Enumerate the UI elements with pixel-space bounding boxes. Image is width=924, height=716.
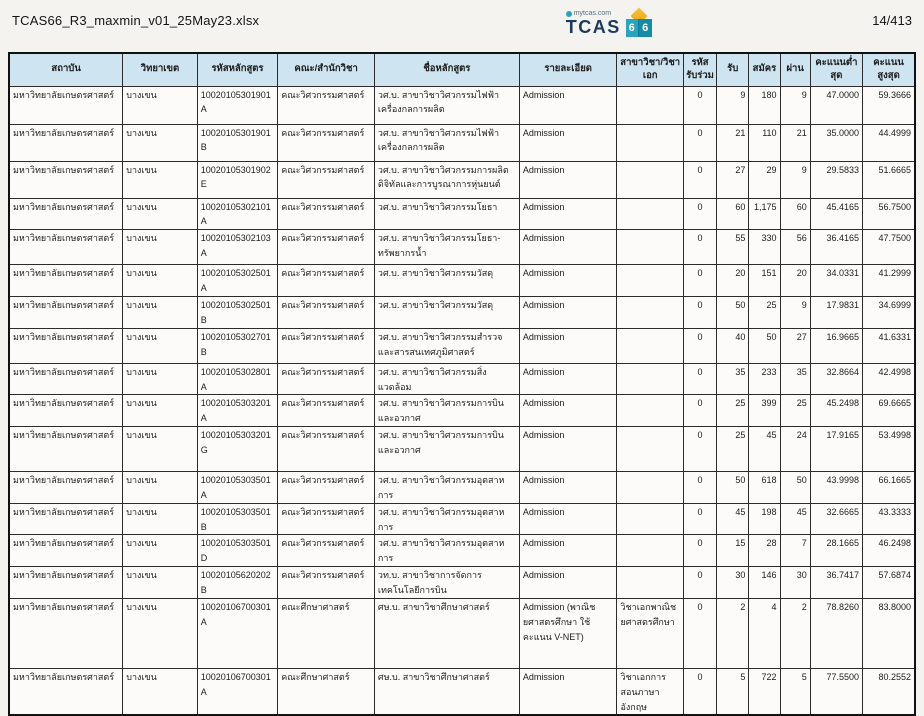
cell-faculty: คณะวิศวกรรมศาสตร์ [278, 230, 375, 265]
cell-quota: 60 [717, 198, 749, 230]
cell-major [617, 328, 683, 363]
cell-faculty: คณะวิศวกรรมศาสตร์ [278, 265, 375, 297]
table-header-row [9, 53, 915, 86]
cell-program-name: วศ.บ. สาขาวิชาวิศวกรรมการบินและอวกาศ [374, 395, 519, 427]
cell-program-code: 10020105303201A [197, 395, 278, 427]
cell-campus: บางเขน [123, 598, 197, 668]
column-header-major: สาขาวิชา/วิชาเอก [617, 53, 683, 86]
cell-applied: 151 [749, 265, 780, 297]
cell-campus: บางเขน [123, 86, 197, 124]
cell-institution: มหาวิทยาลัยเกษตรศาสตร์ [9, 427, 123, 472]
cell-faculty: คณะวิศวกรรมศาสตร์ [278, 328, 375, 363]
cell-applied: 198 [749, 503, 780, 535]
cell-passed: 60 [780, 198, 810, 230]
cell-max-score: 34.6999 [863, 297, 915, 329]
cell-joint-code: 0 [683, 297, 716, 329]
cell-joint-code: 0 [683, 328, 716, 363]
cell-max-score: 59.3666 [863, 86, 915, 124]
cell-faculty: คณะวิศวกรรมศาสตร์ [278, 427, 375, 472]
table-row [9, 427, 915, 472]
column-header-joint-code: รหัสรับร่วม [683, 53, 716, 86]
cell-program-name: วศ.บ. สาขาวิชาวิศวกรรมการผลิตดิจิทัลและการบูรณาการหุ่นยนต์ [374, 161, 519, 198]
cell-quota: 55 [717, 230, 749, 265]
cell-major [617, 265, 683, 297]
cell-min-score: 17.9831 [810, 297, 862, 329]
cell-details: Admission [519, 265, 617, 297]
cell-campus: บางเขน [123, 363, 197, 395]
cell-program-code: 10020105303501A [197, 472, 278, 504]
cell-quota: 40 [717, 328, 749, 363]
file-title: TCAS66_R3_maxmin_v01_25May23.xlsx [12, 13, 260, 28]
cell-program-code: 10020105302101A [197, 198, 278, 230]
table-row [9, 472, 915, 504]
cell-major [617, 198, 683, 230]
cell-quota: 5 [717, 668, 749, 715]
cell-joint-code: 0 [683, 598, 716, 668]
tcas-brand-text: TCAS [565, 17, 621, 37]
table-row [9, 567, 915, 599]
table-row [9, 395, 915, 427]
cell-faculty: คณะวิศวกรรมศาสตร์ [278, 124, 375, 161]
cell-program-name: วศ.บ. สาขาวิชาวิศวกรรมโยธา [374, 198, 519, 230]
cell-program-name: วศ.บ. สาขาวิชาวิศวกรรมวัสดุ [374, 265, 519, 297]
cell-program-name: ศษ.บ. สาขาวิชาศึกษาศาสตร์ [374, 668, 519, 715]
cell-quota: 50 [717, 472, 749, 504]
column-header-program-name: ชื่อหลักสูตร [374, 53, 519, 86]
cell-institution: มหาวิทยาลัยเกษตรศาสตร์ [9, 668, 123, 715]
cell-program-code: 10020105302501A [197, 265, 278, 297]
cell-applied: 110 [749, 124, 780, 161]
cell-program-code: 10020106700301A [197, 598, 278, 668]
top-bar [0, 0, 924, 52]
cell-joint-code: 0 [683, 161, 716, 198]
cell-passed: 50 [780, 472, 810, 504]
table-row [9, 161, 915, 198]
cell-details: Admission [519, 86, 617, 124]
cell-institution: มหาวิทยาลัยเกษตรศาสตร์ [9, 598, 123, 668]
cell-applied: 330 [749, 230, 780, 265]
cell-campus: บางเขน [123, 328, 197, 363]
column-header-min-score: คะแนนต่ำสุด [810, 53, 862, 86]
cell-min-score: 45.2498 [810, 395, 862, 427]
cell-details: Admission [519, 124, 617, 161]
cell-max-score: 51.6665 [863, 161, 915, 198]
cell-passed: 35 [780, 363, 810, 395]
cell-applied: 45 [749, 427, 780, 472]
cell-major: วิชาเอกการสอนภาษาอังกฤษ [617, 668, 683, 715]
cell-joint-code: 0 [683, 535, 716, 567]
cell-applied: 1,175 [749, 198, 780, 230]
cell-program-name: วท.บ. สาขาวิชาการจัดการเทคโนโลยีการบิน [374, 567, 519, 599]
cell-program-name: วศ.บ. สาขาวิชาวิศวกรรมอุตสาหการ [374, 535, 519, 567]
cell-details: Admission [519, 427, 617, 472]
cell-program-name: ศษ.บ. สาขาวิชาศึกษาศาสตร์ [374, 598, 519, 668]
cell-max-score: 66.1665 [863, 472, 915, 504]
cell-joint-code: 0 [683, 86, 716, 124]
cell-quota: 25 [717, 427, 749, 472]
cell-institution: มหาวิทยาลัยเกษตรศาสตร์ [9, 161, 123, 198]
cell-program-name: วศ.บ. สาขาวิชาวิศวกรรมไฟฟ้าเครื่องกลการผลิต [374, 86, 519, 124]
cell-campus: บางเขน [123, 668, 197, 715]
tcas66-cube-icon [624, 10, 656, 42]
cell-applied: 4 [749, 598, 780, 668]
cell-details: Admission [519, 567, 617, 599]
cell-quota: 20 [717, 265, 749, 297]
cell-details: Admission [519, 535, 617, 567]
cell-faculty: คณะวิศวกรรมศาสตร์ [278, 472, 375, 504]
cell-quota: 27 [717, 161, 749, 198]
cell-faculty: คณะศึกษาศาสตร์ [278, 668, 375, 715]
cell-min-score: 29.5833 [810, 161, 862, 198]
cell-campus: บางเขน [123, 427, 197, 472]
cell-passed: 56 [780, 230, 810, 265]
cell-program-code: 10020105302103A [197, 230, 278, 265]
cell-program-code: 10020105303201G [197, 427, 278, 472]
cell-details: Admission [519, 363, 617, 395]
tcas-logo [566, 10, 656, 42]
cell-campus: บางเขน [123, 472, 197, 504]
cell-campus: บางเขน [123, 535, 197, 567]
cell-institution: มหาวิทยาลัยเกษตรศาสตร์ [9, 472, 123, 504]
cell-details: Admission [519, 503, 617, 535]
cell-max-score: 41.6331 [863, 328, 915, 363]
column-header-passed: ผ่าน [780, 53, 810, 86]
cell-joint-code: 0 [683, 363, 716, 395]
cell-min-score: 28.1665 [810, 535, 862, 567]
table-row [9, 297, 915, 329]
mytcas-dot-icon [566, 11, 572, 17]
cell-faculty: คณะวิศวกรรมศาสตร์ [278, 86, 375, 124]
cell-min-score: 17.9165 [810, 427, 862, 472]
column-header-program-code: รหัสหลักสูตร [197, 53, 278, 86]
cell-passed: 45 [780, 503, 810, 535]
cell-details: Admission [519, 668, 617, 715]
cell-passed: 30 [780, 567, 810, 599]
cell-joint-code: 0 [683, 668, 716, 715]
cell-passed: 20 [780, 265, 810, 297]
cell-details: Admission [519, 328, 617, 363]
cell-program-code: 10020105302801A [197, 363, 278, 395]
cell-min-score: 36.4165 [810, 230, 862, 265]
cell-min-score: 77.5500 [810, 668, 862, 715]
cell-passed: 2 [780, 598, 810, 668]
cell-institution: มหาวิทยาลัยเกษตรศาสตร์ [9, 395, 123, 427]
cell-max-score: 47.7500 [863, 230, 915, 265]
cell-applied: 29 [749, 161, 780, 198]
cell-campus: บางเขน [123, 124, 197, 161]
cell-campus: บางเขน [123, 567, 197, 599]
cell-institution: มหาวิทยาลัยเกษตรศาสตร์ [9, 230, 123, 265]
cell-passed: 9 [780, 297, 810, 329]
cell-quota: 9 [717, 86, 749, 124]
column-header-max-score: คะแนนสูงสุด [863, 53, 915, 86]
cell-min-score: 36.7417 [810, 567, 862, 599]
cell-max-score: 53.4998 [863, 427, 915, 472]
cell-quota: 2 [717, 598, 749, 668]
cell-max-score: 83.8000 [863, 598, 915, 668]
cell-major [617, 230, 683, 265]
cell-joint-code: 0 [683, 265, 716, 297]
cell-campus: บางเขน [123, 198, 197, 230]
cell-passed: 7 [780, 535, 810, 567]
page-indicator: 14/413 [872, 13, 912, 28]
table-row [9, 535, 915, 567]
cell-campus: บางเขน [123, 503, 197, 535]
cell-faculty: คณะวิศวกรรมศาสตร์ [278, 503, 375, 535]
table-row [9, 230, 915, 265]
table-row [9, 598, 915, 668]
cell-quota: 15 [717, 535, 749, 567]
cell-applied: 28 [749, 535, 780, 567]
cell-program-name: วศ.บ. สาขาวิชาวิศวกรรมอุตสาหการ [374, 472, 519, 504]
column-header-applied: สมัคร [749, 53, 780, 86]
cell-program-name: วศ.บ. สาขาวิชาวิศวกรรมไฟฟ้าเครื่องกลการผลิต [374, 124, 519, 161]
cell-institution: มหาวิทยาลัยเกษตรศาสตร์ [9, 198, 123, 230]
cell-joint-code: 0 [683, 427, 716, 472]
column-header-quota: รับ [717, 53, 749, 86]
cell-institution: มหาวิทยาลัยเกษตรศาสตร์ [9, 567, 123, 599]
cell-min-score: 34.0331 [810, 265, 862, 297]
cell-joint-code: 0 [683, 395, 716, 427]
mytcas-site-label [566, 10, 611, 17]
table-row [9, 328, 915, 363]
table-row [9, 265, 915, 297]
cell-faculty: คณะวิศวกรรมศาสตร์ [278, 363, 375, 395]
cell-institution: มหาวิทยาลัยเกษตรศาสตร์ [9, 124, 123, 161]
cell-faculty: คณะศึกษาศาสตร์ [278, 598, 375, 668]
cell-details: Admission [519, 472, 617, 504]
column-header-details: รายละเอียด [519, 53, 617, 86]
cell-faculty: คณะวิศวกรรมศาสตร์ [278, 198, 375, 230]
cell-applied: 25 [749, 297, 780, 329]
cell-applied: 722 [749, 668, 780, 715]
cell-details: Admission [519, 297, 617, 329]
cell-details: Admission [519, 198, 617, 230]
cell-quota: 50 [717, 297, 749, 329]
cell-passed: 9 [780, 86, 810, 124]
cell-quota: 35 [717, 363, 749, 395]
cell-program-code: 10020105301901B [197, 124, 278, 161]
cell-applied: 146 [749, 567, 780, 599]
cell-quota: 25 [717, 395, 749, 427]
cell-institution: มหาวิทยาลัยเกษตรศาสตร์ [9, 363, 123, 395]
cell-joint-code: 0 [683, 230, 716, 265]
cell-max-score: 57.6874 [863, 567, 915, 599]
cell-max-score: 43.3333 [863, 503, 915, 535]
cell-program-name: วศ.บ. สาขาวิชาวิศวกรรมโยธา-ทรัพยากรน้ำ [374, 230, 519, 265]
cell-applied: 233 [749, 363, 780, 395]
cell-program-code: 10020106700301A [197, 668, 278, 715]
cell-joint-code: 0 [683, 124, 716, 161]
cell-major [617, 124, 683, 161]
cell-major [617, 567, 683, 599]
cell-passed: 9 [780, 161, 810, 198]
admissions-table [8, 52, 916, 716]
cell-program-code: 10020105303501D [197, 535, 278, 567]
cell-details: Admission [519, 161, 617, 198]
cell-program-name: วศ.บ. สาขาวิชาวิศวกรรมอุตสาหการ [374, 503, 519, 535]
cell-faculty: คณะวิศวกรรมศาสตร์ [278, 161, 375, 198]
cell-quota: 30 [717, 567, 749, 599]
cell-major [617, 535, 683, 567]
cell-min-score: 32.8664 [810, 363, 862, 395]
cell-max-score: 46.2498 [863, 535, 915, 567]
cell-major [617, 395, 683, 427]
cell-applied: 399 [749, 395, 780, 427]
cell-program-code: 10020105303501B [197, 503, 278, 535]
cell-program-code: 10020105302501B [197, 297, 278, 329]
cell-campus: บางเขน [123, 230, 197, 265]
cell-details: Admission [519, 230, 617, 265]
cell-applied: 50 [749, 328, 780, 363]
cell-joint-code: 0 [683, 198, 716, 230]
cell-joint-code: 0 [683, 503, 716, 535]
cell-program-name: วศ.บ. สาขาวิชาวิศวกรรมวัสดุ [374, 297, 519, 329]
cell-joint-code: 0 [683, 472, 716, 504]
cell-program-code: 10020105301902E [197, 161, 278, 198]
cell-campus: บางเขน [123, 161, 197, 198]
table-row [9, 363, 915, 395]
cell-major [617, 161, 683, 198]
cell-major [617, 472, 683, 504]
cell-institution: มหาวิทยาลัยเกษตรศาสตร์ [9, 503, 123, 535]
cell-applied: 180 [749, 86, 780, 124]
cell-campus: บางเขน [123, 265, 197, 297]
cell-major [617, 427, 683, 472]
column-header-faculty: คณะ/สำนักวิชา [278, 53, 375, 86]
cell-program-name: วศ.บ. สาขาวิชาวิศวกรรมการบินและอวกาศ [374, 427, 519, 472]
cell-institution: มหาวิทยาลัยเกษตรศาสตร์ [9, 328, 123, 363]
cell-major [617, 503, 683, 535]
table-row [9, 503, 915, 535]
cell-institution: มหาวิทยาลัยเกษตรศาสตร์ [9, 86, 123, 124]
cell-min-score: 78.8260 [810, 598, 862, 668]
cell-max-score: 44.4999 [863, 124, 915, 161]
cell-passed: 27 [780, 328, 810, 363]
cell-faculty: คณะวิศวกรรมศาสตร์ [278, 567, 375, 599]
cell-faculty: คณะวิศวกรรมศาสตร์ [278, 395, 375, 427]
cell-min-score: 35.0000 [810, 124, 862, 161]
table-row [9, 86, 915, 124]
mytcas-site-text: mytcas.com [573, 10, 612, 17]
cell-min-score: 43.9998 [810, 472, 862, 504]
cell-quota: 45 [717, 503, 749, 535]
cell-passed: 24 [780, 427, 810, 472]
cell-max-score: 80.2552 [863, 668, 915, 715]
column-header-campus: วิทยาเขต [123, 53, 197, 86]
table-row [9, 124, 915, 161]
cell-program-name: วศ.บ. สาขาวิชาวิศวกรรมสำรวจและสารสนเทศภูมิศาสตร์ [374, 328, 519, 363]
cell-major [617, 363, 683, 395]
cell-passed: 5 [780, 668, 810, 715]
cell-major: วิชาเอกพาณิชยศาสตรศึกษา [617, 598, 683, 668]
cell-min-score: 45.4165 [810, 198, 862, 230]
cell-passed: 21 [780, 124, 810, 161]
cell-details: Admission [519, 395, 617, 427]
cell-max-score: 42.4998 [863, 363, 915, 395]
cell-program-code: 10020105301901A [197, 86, 278, 124]
cell-institution: มหาวิทยาลัยเกษตรศาสตร์ [9, 297, 123, 329]
cube-digit: 6 [639, 19, 652, 37]
cell-min-score: 32.6665 [810, 503, 862, 535]
cell-details: Admission (พาณิชยศาสตรศึกษา ใช้คะแนน V-NET) [519, 598, 617, 668]
cell-passed: 25 [780, 395, 810, 427]
cell-max-score: 56.7500 [863, 198, 915, 230]
cell-program-code: 10020105302701B [197, 328, 278, 363]
cell-faculty: คณะวิศวกรรมศาสตร์ [278, 297, 375, 329]
cell-major [617, 86, 683, 124]
cell-program-code: 10020105620202B [197, 567, 278, 599]
cell-max-score: 41.2999 [863, 265, 915, 297]
column-header-institution: สถาบัน [9, 53, 123, 86]
cell-min-score: 47.0000 [810, 86, 862, 124]
cell-campus: บางเขน [123, 395, 197, 427]
cell-institution: มหาวิทยาลัยเกษตรศาสตร์ [9, 265, 123, 297]
cell-max-score: 69.6665 [863, 395, 915, 427]
table-row [9, 668, 915, 715]
cell-institution: มหาวิทยาลัยเกษตรศาสตร์ [9, 535, 123, 567]
cell-campus: บางเขน [123, 297, 197, 329]
cube-digit: 6 [626, 19, 639, 37]
cell-major [617, 297, 683, 329]
cell-quota: 21 [717, 124, 749, 161]
table-row [9, 198, 915, 230]
cell-joint-code: 0 [683, 567, 716, 599]
cell-program-name: วศ.บ. สาขาวิชาวิศวกรรมสิ่งแวดล้อม [374, 363, 519, 395]
cell-faculty: คณะวิศวกรรมศาสตร์ [278, 535, 375, 567]
cell-min-score: 16.9665 [810, 328, 862, 363]
cell-applied: 618 [749, 472, 780, 504]
